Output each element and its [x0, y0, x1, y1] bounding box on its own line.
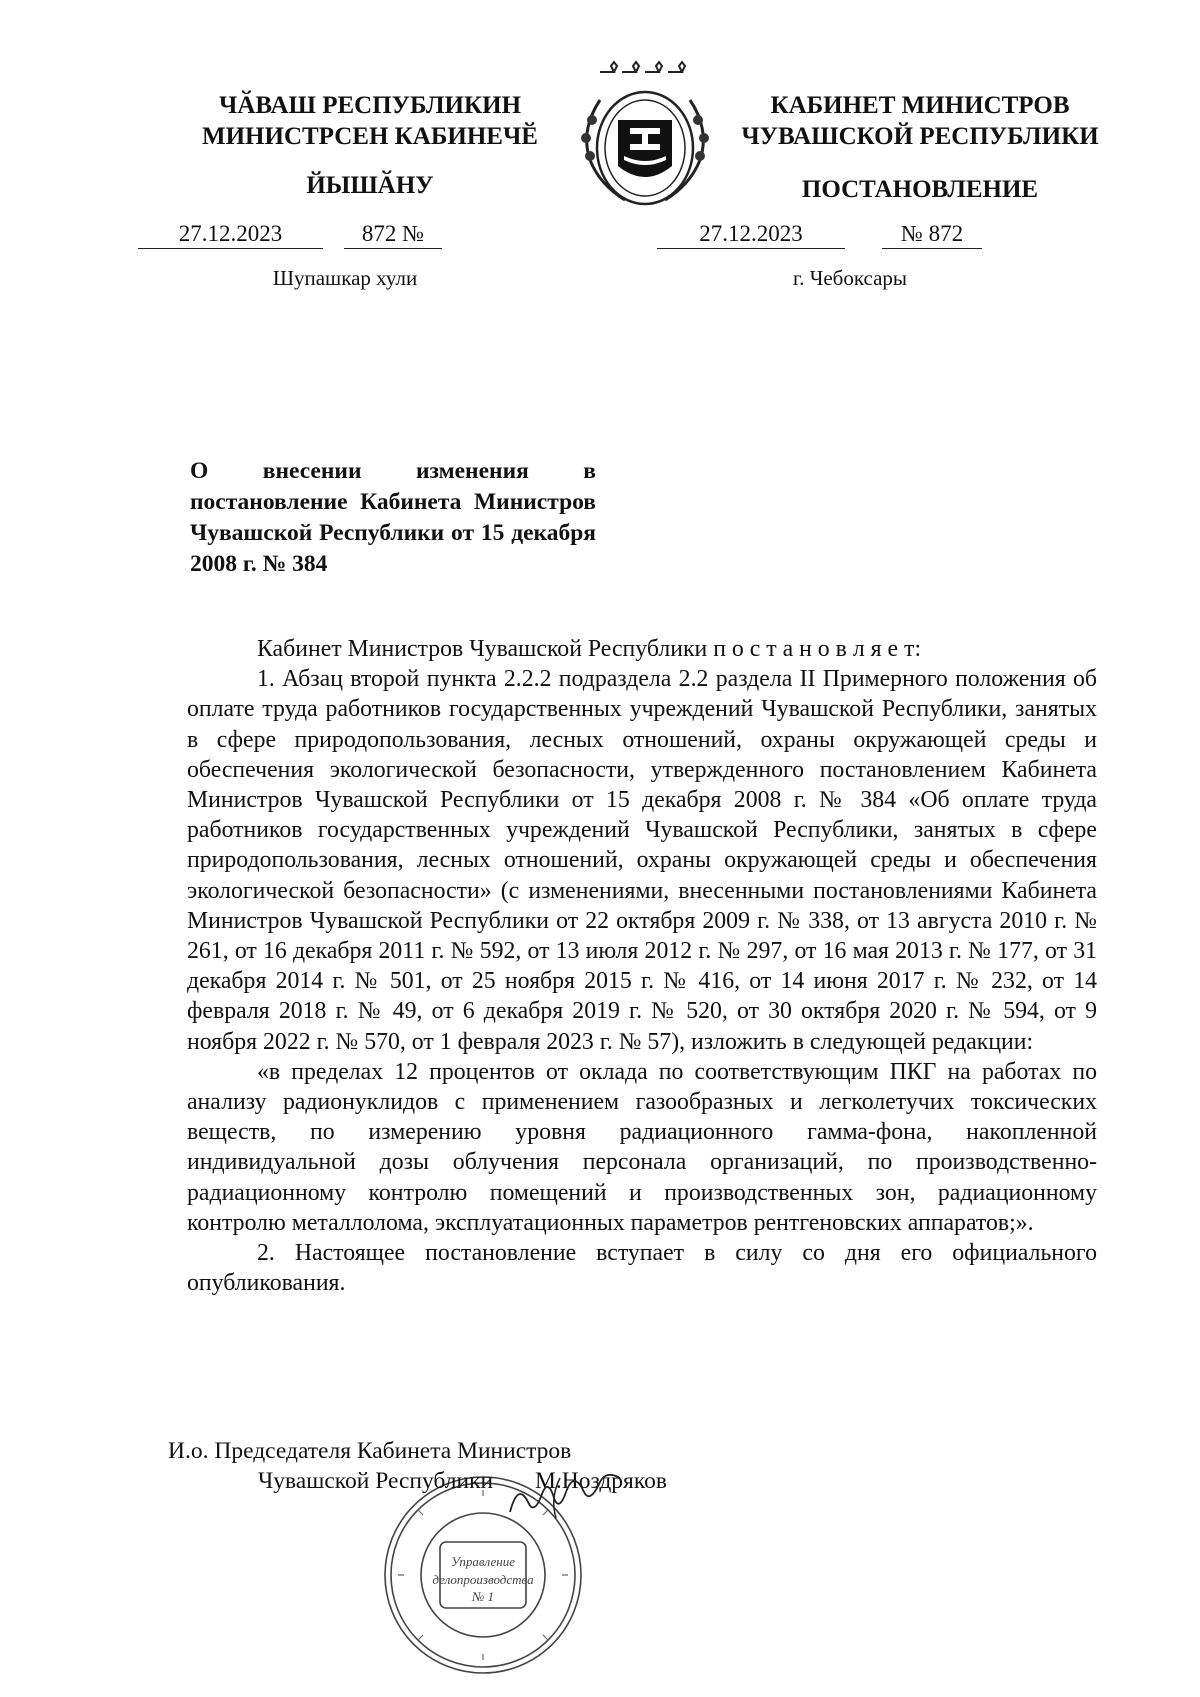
right-number: № 872	[882, 220, 982, 249]
left-number: 872 №	[344, 220, 442, 249]
left-date: 27.12.2023	[138, 220, 323, 249]
body-intro: Кабинет Министров Чувашской Республики п о с т а н о в л я е т:	[257, 636, 922, 662]
body-quote: «в пределах 12 процентов от оклада по соответствующим ПКГ на работах по анализу радионуклидов с применением газообразных и легколетучих токсических веществ, по измерению уровня радиационного гамма-фона, накопленной индивидуальной дозы облучения персонала организаций, по производственно-радиационному контролю помещений и производственных зон, радиационному контролю металлолома, эксплуатационных параметров рентгеновских аппаратов;».	[187, 1058, 1097, 1236]
coat-of-arms-icon	[570, 60, 720, 212]
signature-line1: И.о. Председателя Кабинета Министров	[168, 1438, 572, 1464]
body-item-2: 2. Настоящее постановление вступает в силу со дня его официального опубликования.	[187, 1240, 1097, 1297]
body-item-1: 1. Абзац второй пункта 2.2.2 подраздела 2.2 раздела II Примерного положения об оплате труда работников государственных учреждений Чувашской Республики, занятых в сфере природопользования, лесных отношений, охраны окружающей среды и обеспечения экологической безопасности, утвержденного постановлением Кабинета Министров Чувашской Республики от 15 декабря 2008 г. № 384 «Об оплате труда работников государственных учреждений Чувашской Республики, занятых в сфере природопользования, лесных отношений, охраны окружающей среды и обеспечения экологической безопасности» (с изменениями, внесенными постановлениями Кабинета Министров Чувашской Республики от 22 октября 2009 г. № 338, от 13 августа 2010 г. № 261, от 16 декабря 2011 г. № 592, от 13 июля 2012 г. № 297, от 16 мая 2013 г. № 177, от 31 декабря 2014 г. № 501, от 25 ноября 2015 г. № 416, от 14 июня 2017 г. № 232, от 14 февраля 2018 г. № 49, от 6 декабря 2019 г. № 520, от 30 октября 2020 г. № 594, от 9 ноября 2022 г. № 570, от 1 февраля 2023 г. № 57), изложить в следующей редакции:	[187, 666, 1097, 1055]
stamp-center-line3: № 1	[471, 1589, 495, 1604]
signature-line2: Чувашской Республики	[258, 1468, 494, 1494]
handwritten-signature	[500, 1468, 630, 1524]
left-place: Шупашкар хули	[272, 266, 418, 290]
left-org-line1: ЧӐВАШ РЕСПУБЛИКИН	[218, 92, 522, 119]
left-doc-type: ЙЫШӐНУ	[306, 172, 434, 199]
signature-name: М.Ноздряков	[535, 1468, 667, 1494]
stamp-center-line1: Управление	[450, 1554, 516, 1569]
right-org-line2: ЧУВАШСКОЙ РЕСПУБЛИКИ	[741, 123, 1099, 150]
right-date: 27.12.2023	[657, 220, 845, 249]
right-place: г. Чебоксары	[792, 266, 908, 290]
right-org-line1: КАБИНЕТ МИНИСТРОВ	[770, 92, 1070, 119]
right-doc-type: ПОСТАНОВЛЕНИЕ	[801, 176, 1039, 203]
header-left-org	[150, 90, 590, 152]
left-org-line2: МИНИСТРСЕН КАБИНЕЧӖ	[202, 123, 538, 150]
header-right-org	[720, 90, 1120, 152]
document-subject: О внесении изменения в постановление Кабинета Министров Чувашской Республики от 15 декабря 2008 г. № 384	[190, 458, 596, 577]
stamp-center-line2: делопроизводства	[432, 1572, 534, 1587]
document-body	[187, 634, 1097, 1298]
